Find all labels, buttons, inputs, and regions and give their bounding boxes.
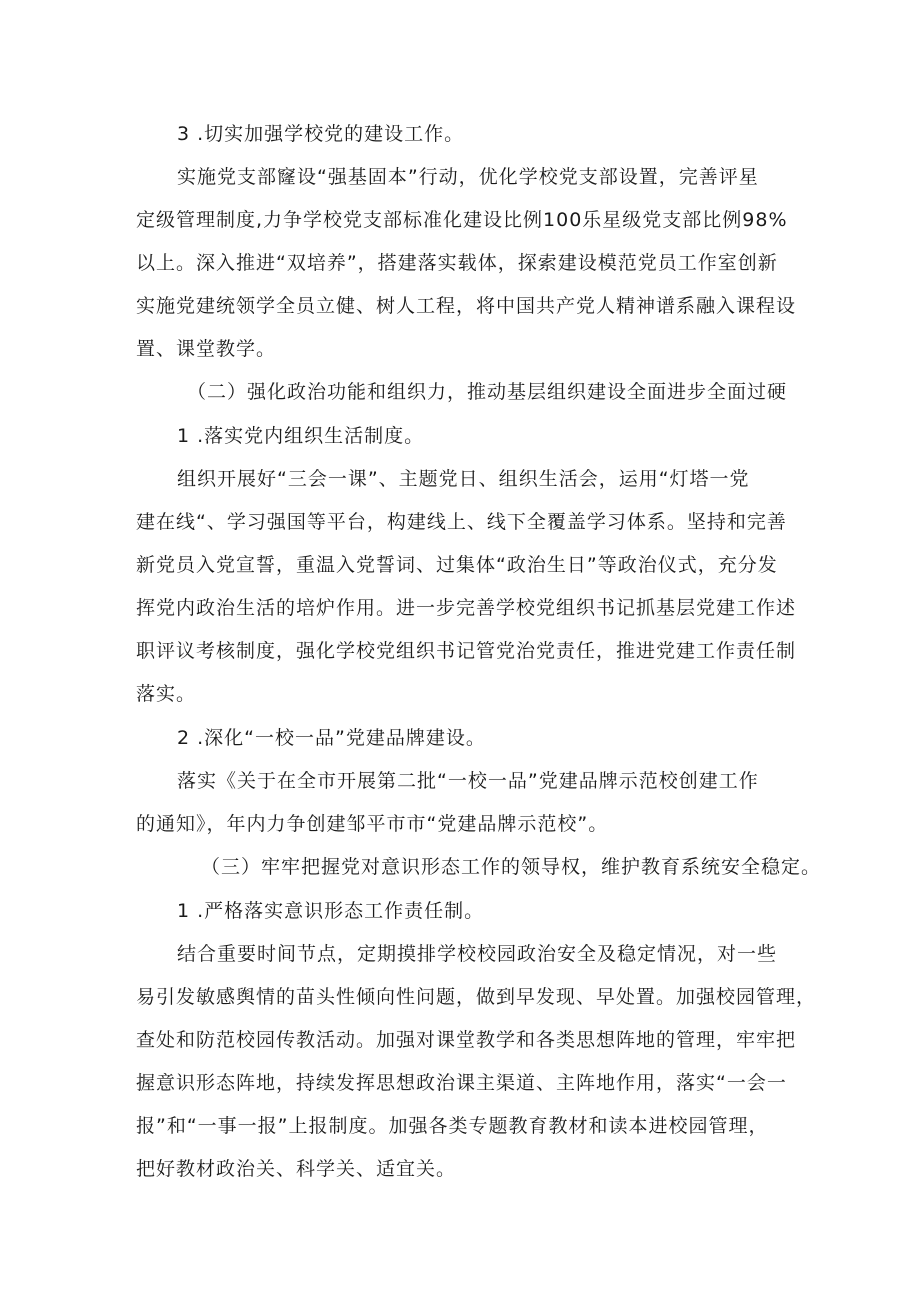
paragraph-line: 建在线“、学习强国等平台，构建线上、线下全覆盖学习体系。坚持和完善 — [136, 511, 787, 533]
paragraph-line: 以上。深入推进“双培养”，搭建落实载体，探索建设模范党员工作室创新 — [136, 252, 778, 274]
paragraph-line: 把好教材政治关、科学关、适宜关。 — [136, 1158, 457, 1180]
item-3-heading: 3 .切实加强学校党的建设工作。 — [177, 123, 465, 145]
paragraph-line: 落实《关于在全市开展第二批“一校一品”党建品牌示范校创建工作 — [177, 770, 759, 792]
section-heading-3: （三）牢牢把握党对意识形态工作的领导权，维护教育系统安全稳定。 — [201, 856, 822, 878]
paragraph-line: 查处和防范校园传教活动。加强对课堂教学和各类思想阵地的管理，牢牢把 — [136, 1029, 797, 1051]
paragraph-line: 落实。 — [136, 683, 197, 705]
paragraph-line: 实施党支部窿设“强基固本”行动，优化学校党支部设置，完善评星 — [177, 166, 759, 188]
paragraph-line: 易引发敏感舆情的苗头性倾向性问题，做到早发现、早处置。加强校园管理， — [136, 986, 817, 1008]
paragraph-line: 握意识形态阵地，持续发挥思想政治课主渠道、主阵地作用，落实“一会一 — [136, 1072, 787, 1094]
paragraph-line: 报”和“一事一报”上报制度。加强各类专题教育教材和读本进校园管理， — [136, 1115, 769, 1137]
paragraph-line: 职评议考核制度，强化学校党组织书记管党治党责任，推进党建工作责任制 — [136, 640, 797, 662]
item-1-heading: 1 .严格落实意识形态工作责任制。 — [177, 900, 485, 922]
paragraph-line: 组织开展好“三会一课”、主题党日、组织生活会，运用“灯塔一党 — [177, 468, 750, 490]
paragraph-line: 的通知》，年内力争创建邹平市市“党建品牌示范校”。 — [136, 813, 609, 835]
item-2-heading: 2 .深化“一校一品”党建品牌建设。 — [177, 727, 486, 749]
paragraph-line: 结合重要时间节点，定期摸排学校校园政治安全及稳定情况，对一些 — [177, 943, 778, 965]
paragraph-line: 定级管理制度,力争学校党支部标准化建设比例100乐星级党支部比例98% — [136, 209, 788, 231]
paragraph-line: 新党员入党宣誓，重温入党誓词、过集体“政治生日”等政治仪式，充分发 — [136, 554, 778, 576]
paragraph-line: 置、课堂教学。 — [136, 338, 277, 360]
paragraph-line: 实施党建统领学全员立健、树人工程，将中国共产党人精神谱系融入课程设 — [136, 295, 797, 317]
paragraph-line: 挥党内政治生活的培炉作用。进一步完善学校党组织书记抓基层党建工作述 — [136, 597, 797, 619]
item-1-heading: 1 .落实党内组织生活制度。 — [177, 425, 425, 447]
section-heading-2: （二）强化政治功能和组织力，推动基层组织建设全面进步全面过硬 — [187, 381, 788, 403]
